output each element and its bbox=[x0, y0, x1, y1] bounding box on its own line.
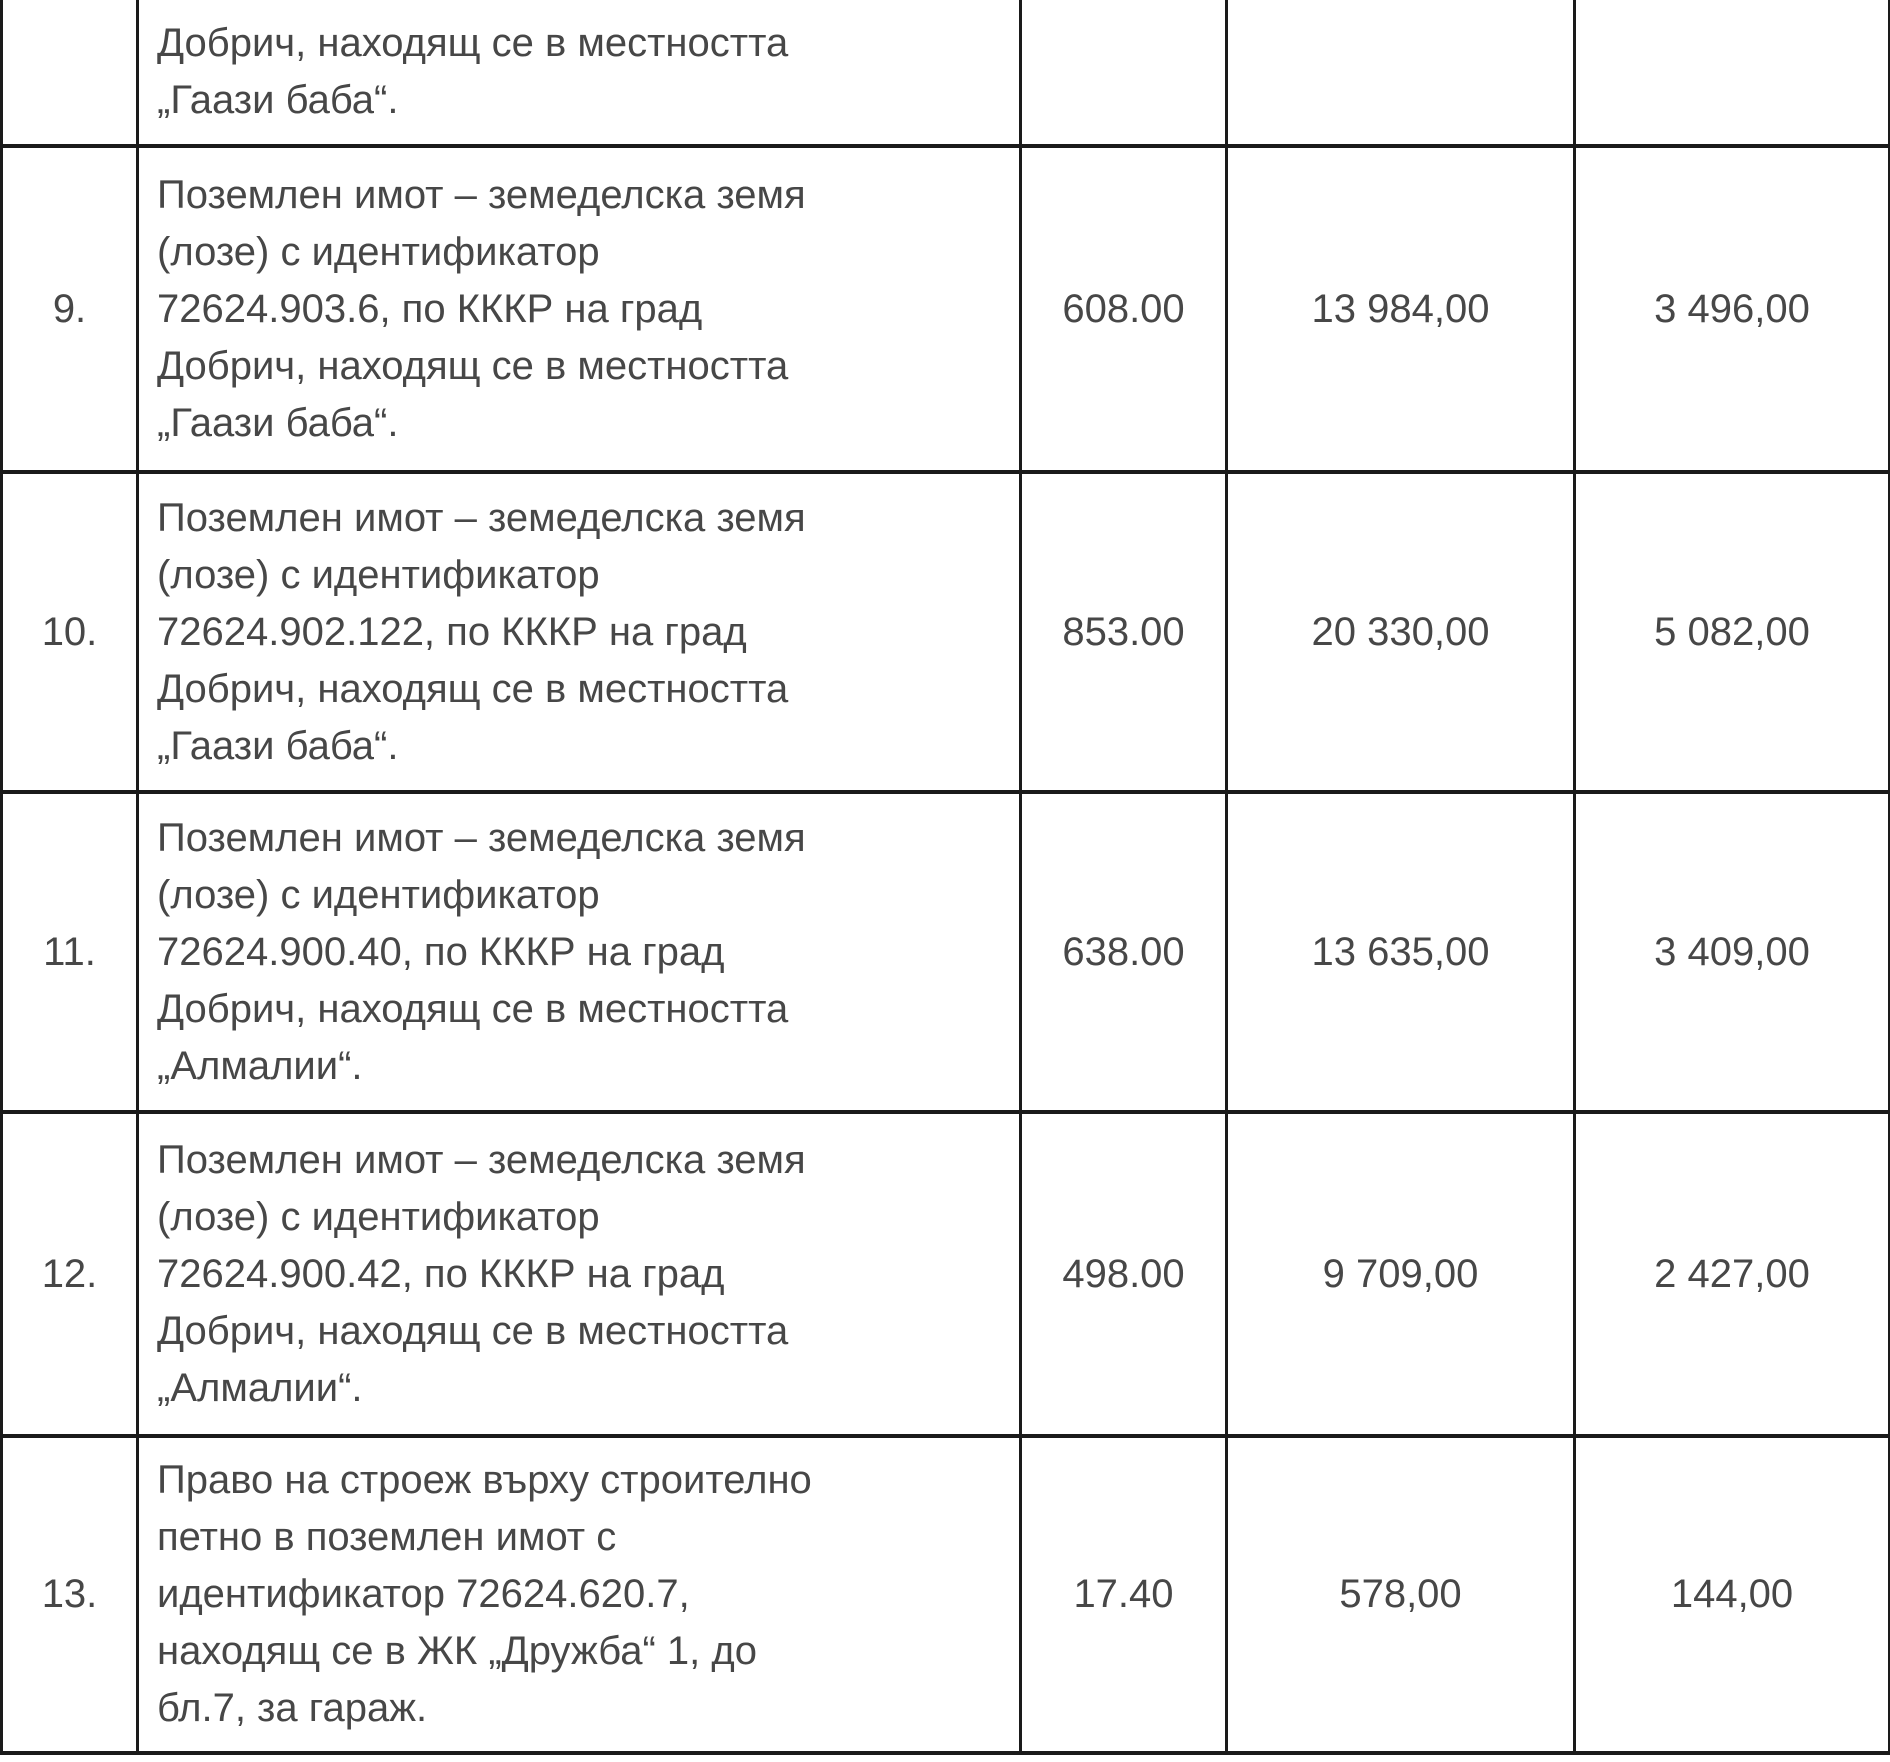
row-number-cell: 10. bbox=[2, 472, 138, 792]
row-number-cell: 9. bbox=[2, 146, 138, 472]
table-row bbox=[2, 1436, 1890, 1753]
row-number-cell bbox=[2, 0, 138, 146]
description-line: „Гаази баба“. bbox=[157, 78, 399, 122]
table-row bbox=[2, 472, 1890, 792]
table-row bbox=[2, 1112, 1890, 1436]
description-line: Поземлен имот – земеделска земя bbox=[157, 495, 806, 540]
description-line: „Алмалии“. bbox=[157, 1043, 363, 1088]
description-line: (лозе) с идентификатор bbox=[157, 872, 600, 917]
description-line: 72624.900.40, по КККР на град bbox=[157, 929, 725, 974]
property-description-cell bbox=[138, 1112, 1021, 1436]
area-cell: 638.00 bbox=[1021, 792, 1227, 1112]
description-line: Добрич, находящ се в местността bbox=[157, 666, 789, 711]
row-number-cell: 11. bbox=[2, 792, 138, 1112]
description-line: Поземлен имот – земеделска земя bbox=[157, 172, 806, 217]
area-cell: 17.40 bbox=[1021, 1436, 1227, 1753]
description-line: Добрич, находящ се в местността bbox=[157, 343, 789, 388]
description-line: 72624.902.122, по КККР на град bbox=[157, 609, 747, 654]
description-line: идентификатор 72624.620.7, bbox=[157, 1572, 690, 1616]
table-row-partial bbox=[2, 0, 1890, 146]
amount-1-cell: 13 635,00 bbox=[1227, 792, 1575, 1112]
area-cell bbox=[1021, 0, 1227, 146]
description-line: находящ се в ЖК „Дружба“ 1, до bbox=[157, 1629, 757, 1673]
area-cell: 608.00 bbox=[1021, 146, 1227, 472]
description-line: 72624.903.6, по КККР на град bbox=[157, 286, 703, 331]
area-cell: 498.00 bbox=[1021, 1112, 1227, 1436]
amount-2-cell: 144,00 bbox=[1575, 1436, 1890, 1753]
description-line: „Гаази баба“. bbox=[157, 723, 399, 768]
amount-2-cell: 2 427,00 bbox=[1575, 1112, 1890, 1436]
property-description-cell bbox=[138, 0, 1021, 146]
table-row bbox=[2, 792, 1890, 1112]
amount-2-cell bbox=[1575, 0, 1890, 146]
description-line: „Гаази баба“. bbox=[157, 400, 399, 445]
description-line: (лозе) с идентификатор bbox=[157, 229, 600, 274]
description-line: Добрич, находящ се в местността bbox=[157, 21, 789, 65]
description-line: (лозе) с идентификатор bbox=[157, 552, 600, 597]
property-description-cell bbox=[138, 472, 1021, 792]
description-line: Поземлен имот – земеделска земя bbox=[157, 1137, 806, 1182]
description-line: „Алмалии“. bbox=[157, 1365, 363, 1410]
table-body bbox=[2, 0, 1890, 1753]
amount-1-cell: 20 330,00 bbox=[1227, 472, 1575, 792]
amount-1-cell: 578,00 bbox=[1227, 1436, 1575, 1753]
amount-2-cell: 3 409,00 bbox=[1575, 792, 1890, 1112]
description-line: 72624.900.42, по КККР на град bbox=[157, 1251, 725, 1296]
amount-2-cell: 3 496,00 bbox=[1575, 146, 1890, 472]
property-description-cell bbox=[138, 792, 1021, 1112]
description-line: Поземлен имот – земеделска земя bbox=[157, 815, 806, 860]
table-row bbox=[2, 146, 1890, 472]
amount-1-cell bbox=[1227, 0, 1575, 146]
description-line: бл.7, за гараж. bbox=[157, 1686, 428, 1730]
amount-1-cell: 13 984,00 bbox=[1227, 146, 1575, 472]
description-line: (лозе) с идентификатор bbox=[157, 1194, 600, 1239]
row-number-cell: 13. bbox=[2, 1436, 138, 1753]
area-cell: 853.00 bbox=[1021, 472, 1227, 792]
description-line: Добрич, находящ се в местността bbox=[157, 986, 789, 1031]
property-description-cell bbox=[138, 146, 1021, 472]
description-line: петно в поземлен имот с bbox=[157, 1515, 617, 1559]
property-description-cell bbox=[138, 1436, 1021, 1753]
description-line: Добрич, находящ се в местността bbox=[157, 1308, 789, 1353]
amount-2-cell: 5 082,00 bbox=[1575, 472, 1890, 792]
amount-1-cell: 9 709,00 bbox=[1227, 1112, 1575, 1436]
row-number-cell: 12. bbox=[2, 1112, 138, 1436]
description-line: Право на строеж върху строително bbox=[157, 1458, 812, 1502]
